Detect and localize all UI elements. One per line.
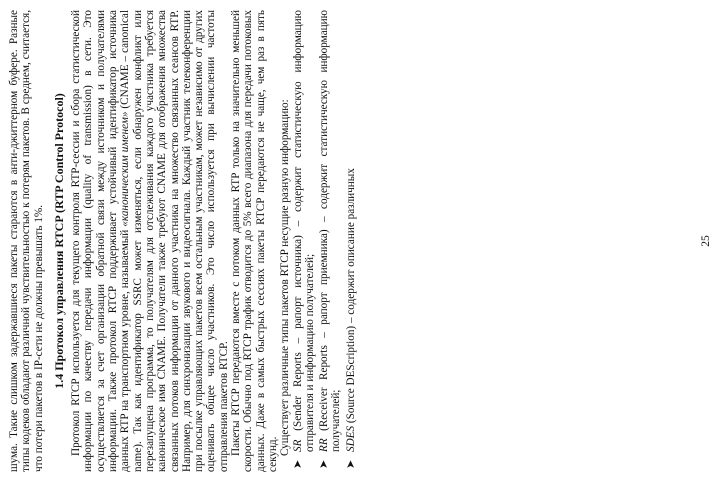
list-item bbox=[345, 10, 357, 472]
paragraph-rtcp-part-b: (CNAME – canonical name). Так как идентификатор SSRC может изменяться, если обнаружен конфликт или перезапущена программа, то получателям для отслеживания каждого участника требуется каноническое имя CNAME. Получатели также требуют CNAME для отображения множества связанных потоков информации от данного участника на множество связанных сеансов RTP. Например, для синхронизации звукового и видеосигнала. Каждый участник телеконференции при посылке управляющих пакетов всем остальным участникам, может независимо от других оценивать общее число участников. Это число используется при вычислении частоты отправления пакетов RTCP. bbox=[119, 10, 230, 472]
paragraph-rtcp-description bbox=[70, 10, 230, 472]
paragraph-packet-types-intro: Существует различные типы пакетов RTCP несущие разную информацию: bbox=[279, 99, 292, 456]
packet-type-term: RR bbox=[318, 438, 331, 452]
paragraph-rtcp-traffic: Пакеты RTCP передаются вместе с потоком данных RTP только на значительно меньшей скорости. Обычно под RTCP трафик отводится до 5% всего диапазона для передачи потоковых данных. Даже в самых быстрых сессиях пакеты RTCP передаются не чаще, чем раз в пять секунд. bbox=[230, 10, 279, 472]
packet-type-text: (Source DEScription) – содержит описание различных bbox=[344, 168, 357, 426]
packet-types-list bbox=[292, 10, 357, 472]
arrow-bullet-icon: ➤ bbox=[318, 459, 331, 469]
list-item bbox=[292, 10, 317, 472]
packet-type-term: SDES bbox=[344, 425, 357, 452]
arrow-bullet-icon: ➤ bbox=[291, 459, 304, 469]
section-heading: 1.4 Протокол управления RTCP (RTP Control Protocol) bbox=[51, 93, 66, 389]
page-number: 25 bbox=[699, 235, 712, 247]
list-item bbox=[318, 10, 343, 472]
canonical-name-emphasis: «каноническим именем» bbox=[119, 111, 132, 227]
packet-type-term: SR bbox=[291, 439, 304, 452]
paragraph-intro: шума. Такие слишком задержавшиеся пакеты стараются в анти-джиттерном буфере. Разные типы кодеков обладают различной чувствительностью к потерям пакетов. В среднем, считается, что потери пакетов в IP-сети не должны превышать 1%. bbox=[8, 10, 45, 472]
arrow-bullet-icon: ➤ bbox=[344, 459, 357, 469]
paragraph-rtcp-part-a: Протокол RTCP используется для текущего контроля RTP-сессии и сбора статистической информации по качеству передачи информации (quality of transmission) в сети. Это осуществляется за счет организации обратной связи между источником и получателями информации. Также протокол RTCP поддерживает устойчивый идентификатор источника данных RTP на транспортном уровне, называемый bbox=[70, 10, 132, 472]
document-page bbox=[8, 10, 716, 472]
packet-type-text: (Receiver Reports – рапорт приемника) – содержит статистическую информацию получателей; bbox=[318, 10, 343, 452]
packet-type-text: (Sender Reports – рапорт источника) – содержит статистическую информацию отправителя и информацию получателей; bbox=[291, 10, 316, 452]
